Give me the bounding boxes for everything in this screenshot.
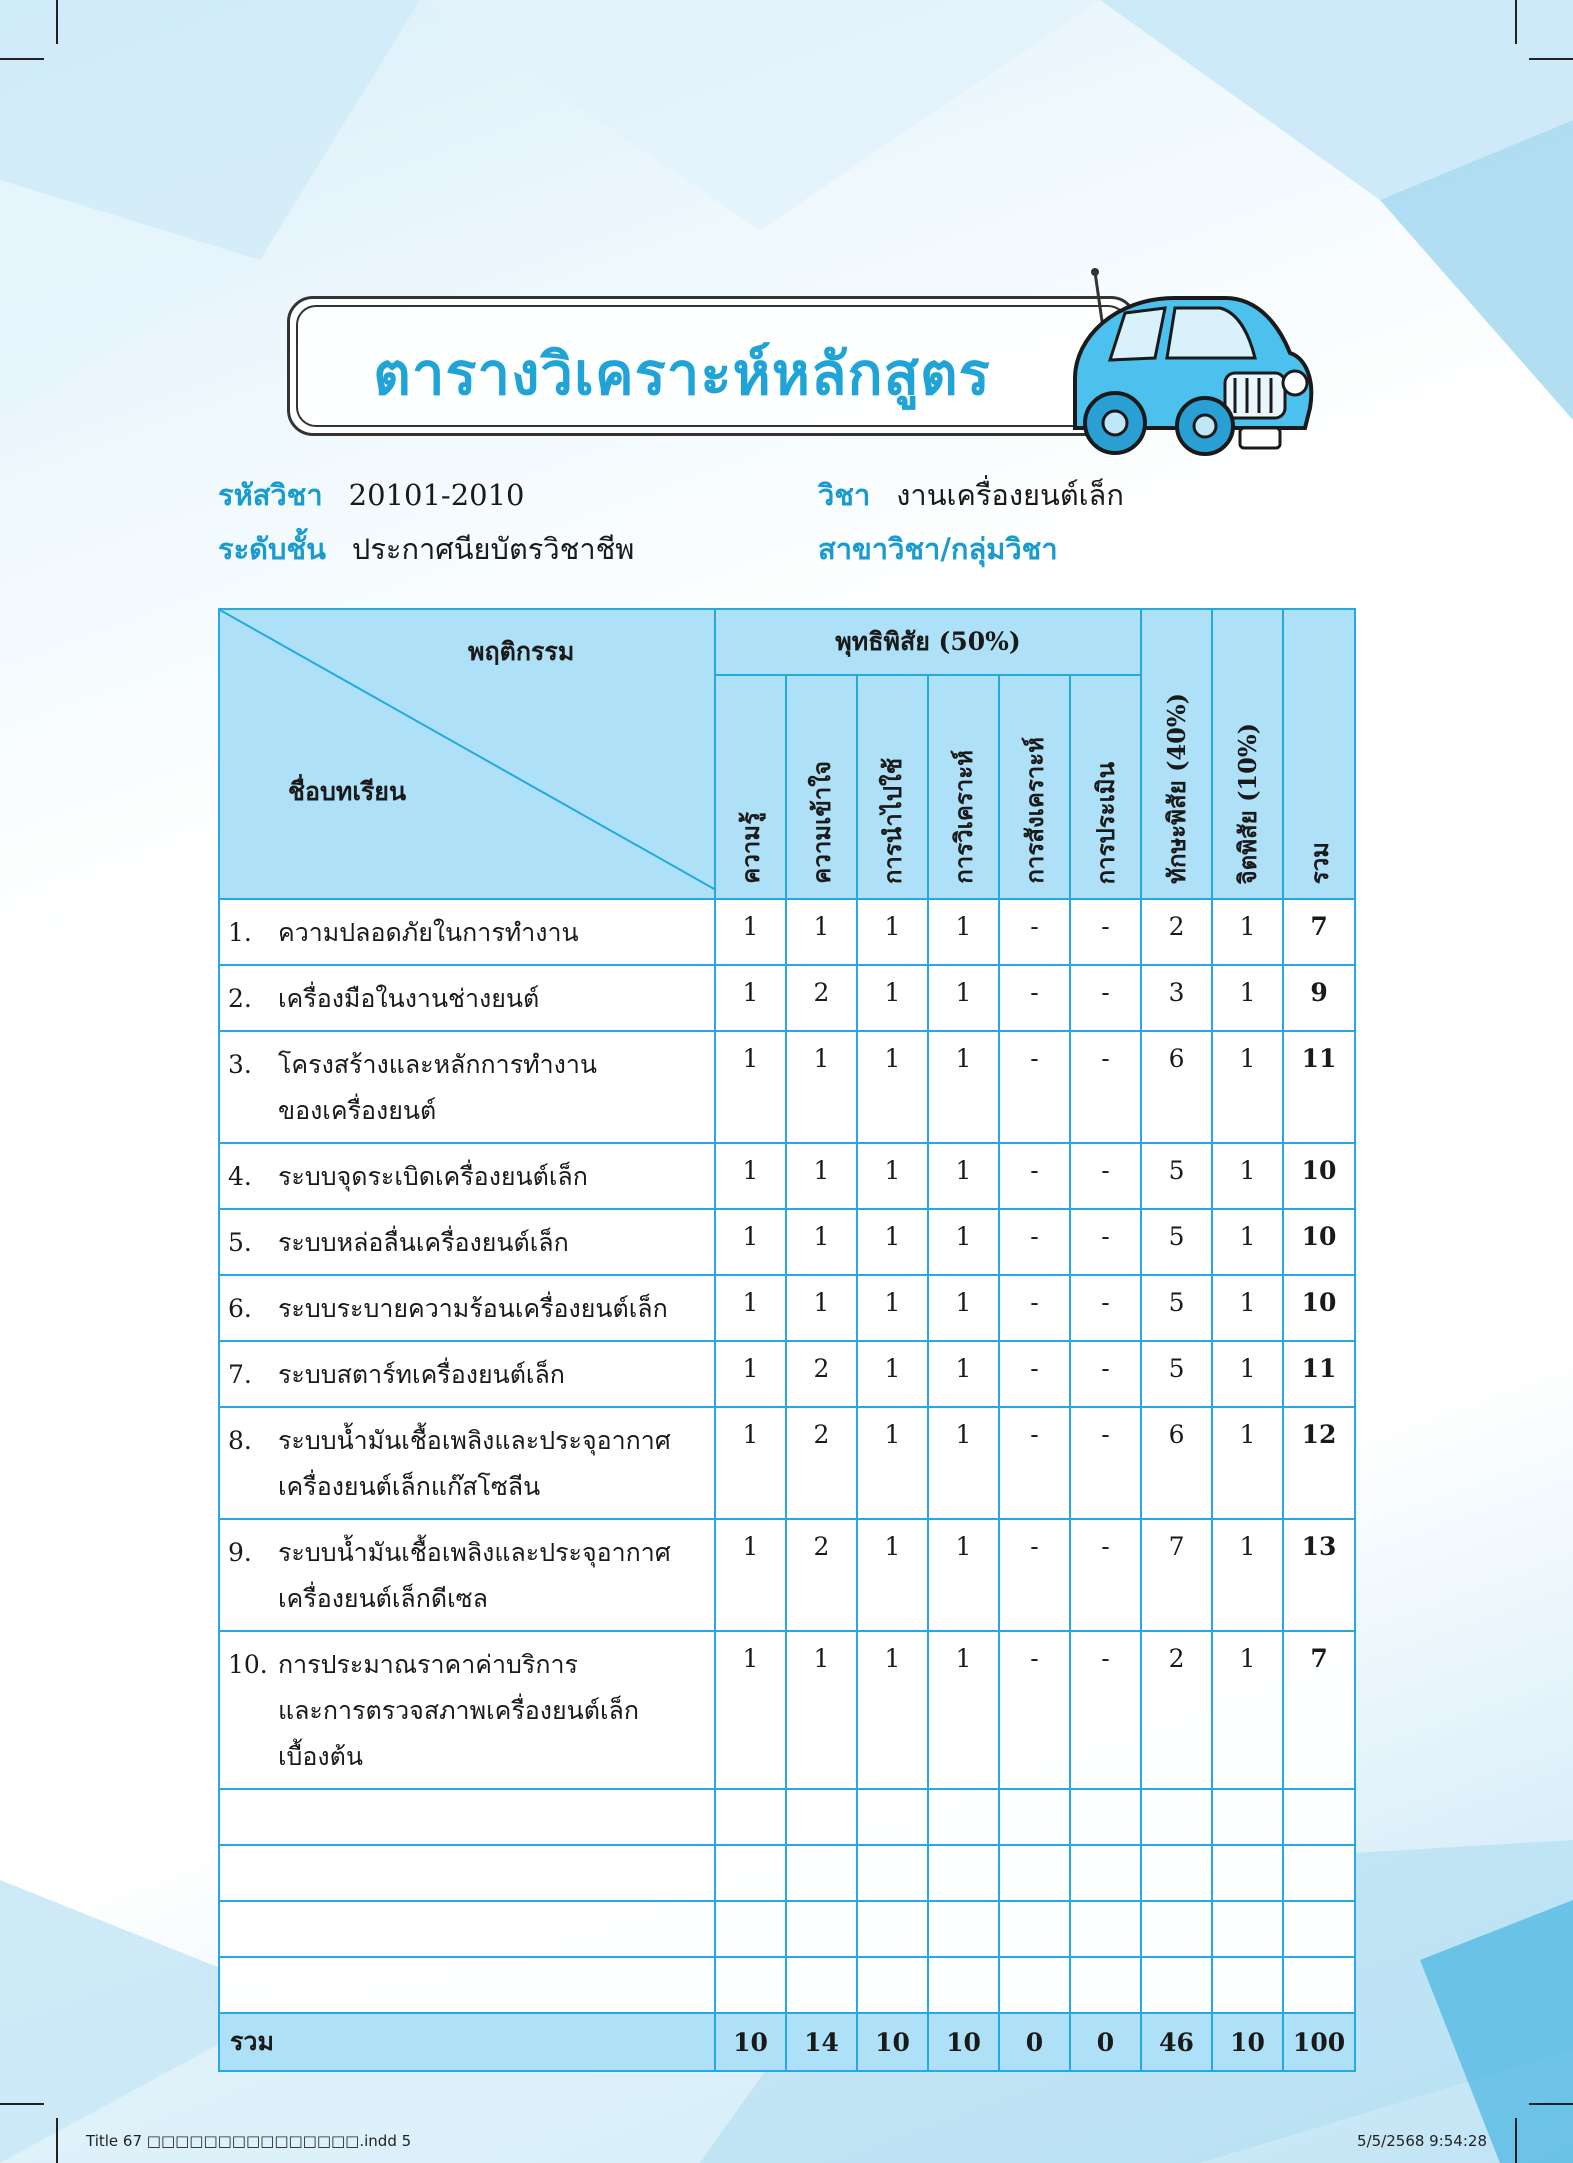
header-behavior: พฤติกรรม [468, 637, 575, 666]
cell-knowledge: 1 [715, 1275, 786, 1341]
empty-cell [857, 1789, 928, 1845]
course-subject-value: งานเครื่องยนต์เล็ก [896, 478, 1124, 512]
lesson-name [228, 1418, 708, 1510]
course-code [218, 472, 525, 518]
empty-cell [1283, 1789, 1355, 1845]
cell-affective: 1 [1212, 1341, 1283, 1407]
cell-application: 1 [857, 1031, 928, 1143]
empty-cell [999, 1789, 1070, 1845]
table-row [219, 1519, 1355, 1631]
empty-cell [786, 1957, 857, 2013]
sum-row [219, 2013, 1355, 2071]
cell-knowledge: 1 [715, 1407, 786, 1519]
cell-affective: 1 [1212, 1275, 1283, 1341]
cell-total: 12 [1283, 1407, 1355, 1519]
cell-knowledge: 1 [715, 965, 786, 1031]
empty-cell [715, 1957, 786, 2013]
lesson-number: 10. [228, 1650, 268, 1679]
lesson-number: 4. [228, 1162, 252, 1191]
header-analysis: การวิเคราะห์ [928, 675, 999, 899]
empty-cell [786, 1845, 857, 1901]
course-code-label: รหัสวิชา [218, 478, 323, 512]
lesson-number: 6. [228, 1294, 252, 1323]
lesson-title: โครงสร้างและหลักการทำงาน ของเครื่องยนต์ [278, 1050, 597, 1125]
empty-cell [715, 1901, 786, 1957]
cell-affective: 1 [1212, 1209, 1283, 1275]
lesson-number: 1. [228, 918, 252, 947]
sum-evaluation: 0 [1070, 2013, 1141, 2071]
cell-affective: 1 [1212, 1143, 1283, 1209]
lesson-name-cell [219, 1407, 715, 1519]
cell-knowledge: 1 [715, 1631, 786, 1789]
empty-cell [219, 1957, 715, 2013]
sum-knowledge: 10 [715, 2013, 786, 2071]
empty-cell [1283, 1845, 1355, 1901]
lesson-name [228, 1154, 708, 1200]
crop-mark [56, 0, 58, 44]
empty-cell [928, 1901, 999, 1957]
lesson-name-cell [219, 1341, 715, 1407]
cell-analysis: 1 [928, 899, 999, 965]
lesson-title: การประมาณราคาค่าบริการ และการตรวจสภาพเครื่องยนต์เล็ก เบื้องต้น [278, 1650, 639, 1771]
cell-affective: 1 [1212, 1407, 1283, 1519]
course-code-value: 20101-2010 [348, 478, 525, 512]
cell-synthesis: - [999, 1631, 1070, 1789]
cell-comprehension: 2 [786, 965, 857, 1031]
cell-evaluation: - [1070, 1341, 1141, 1407]
empty-row [219, 1789, 1355, 1845]
empty-cell [857, 1957, 928, 2013]
header-lesson: ชื่อบทเรียน [288, 777, 407, 806]
cell-application: 1 [857, 1519, 928, 1631]
cell-analysis: 1 [928, 965, 999, 1031]
empty-cell [1212, 1789, 1283, 1845]
empty-cell [1141, 1789, 1212, 1845]
table-row [219, 1407, 1355, 1519]
table-row [219, 1275, 1355, 1341]
cell-synthesis: - [999, 1519, 1070, 1631]
lesson-name-cell [219, 1275, 715, 1341]
cell-psychomotor: 7 [1141, 1519, 1212, 1631]
footer-timestamp: 5/5/2568 9:54:28 [1357, 2132, 1487, 2150]
cell-evaluation: - [1070, 1631, 1141, 1789]
empty-cell [1070, 1901, 1141, 1957]
empty-cell [1141, 1845, 1212, 1901]
table-row [219, 1631, 1355, 1789]
empty-cell [1141, 1901, 1212, 1957]
empty-row [219, 1901, 1355, 1957]
header-synthesis: การสังเคราะห์ [999, 675, 1070, 899]
cell-application: 1 [857, 1407, 928, 1519]
course-subject-label: วิชา [818, 478, 871, 512]
lesson-title: ระบบจุดระเบิดเครื่องยนต์เล็ก [278, 1162, 588, 1191]
lesson-title: ระบบหล่อลื่นเครื่องยนต์เล็ก [278, 1228, 569, 1257]
sum-synthesis: 0 [999, 2013, 1070, 2071]
cell-evaluation: - [1070, 1519, 1141, 1631]
empty-cell [1070, 1789, 1141, 1845]
cell-comprehension: 1 [786, 1209, 857, 1275]
cell-comprehension: 2 [786, 1341, 857, 1407]
cell-analysis: 1 [928, 1209, 999, 1275]
empty-cell [999, 1845, 1070, 1901]
cell-total: 10 [1283, 1143, 1355, 1209]
course-level-value: ประกาศนียบัตรวิชาชีพ [351, 532, 635, 566]
course-level-label: ระดับชั้น [218, 532, 326, 566]
lesson-name [228, 1530, 708, 1622]
empty-cell [786, 1789, 857, 1845]
cell-analysis: 1 [928, 1407, 999, 1519]
lesson-name [228, 1352, 708, 1398]
cell-total: 11 [1283, 1031, 1355, 1143]
lesson-number: 9. [228, 1538, 252, 1567]
empty-cell [1212, 1957, 1283, 2013]
cell-comprehension: 1 [786, 1031, 857, 1143]
empty-row [219, 1845, 1355, 1901]
empty-cell [1283, 1901, 1355, 1957]
cell-knowledge: 1 [715, 899, 786, 965]
header-psychomotor-label: ทักษะพิสัย (40%) [1162, 693, 1192, 884]
empty-cell [1141, 1957, 1212, 2013]
cell-evaluation: - [1070, 899, 1141, 965]
cell-knowledge: 1 [715, 1209, 786, 1275]
cell-total: 7 [1283, 899, 1355, 965]
cell-psychomotor: 3 [1141, 965, 1212, 1031]
cell-synthesis: - [999, 1209, 1070, 1275]
header-comprehension: ความเข้าใจ [786, 675, 857, 899]
cell-total: 10 [1283, 1209, 1355, 1275]
header-total-label: รวม [1304, 841, 1334, 884]
cell-application: 1 [857, 1143, 928, 1209]
cell-total: 11 [1283, 1341, 1355, 1407]
empty-cell [219, 1789, 715, 1845]
sum-analysis: 10 [928, 2013, 999, 2071]
empty-cell [999, 1957, 1070, 2013]
empty-cell [928, 1957, 999, 2013]
empty-cell [1212, 1901, 1283, 1957]
lesson-number: 7. [228, 1360, 252, 1389]
empty-row [219, 1957, 1355, 2013]
cell-comprehension: 2 [786, 1407, 857, 1519]
cell-affective: 1 [1212, 1631, 1283, 1789]
sum-label: รวม [219, 2013, 715, 2071]
course-level [218, 526, 634, 572]
cell-total: 7 [1283, 1631, 1355, 1789]
cell-analysis: 1 [928, 1341, 999, 1407]
empty-cell [219, 1845, 715, 1901]
lesson-number: 5. [228, 1228, 252, 1257]
title-banner [287, 296, 1137, 436]
cell-synthesis: - [999, 965, 1070, 1031]
cell-knowledge: 1 [715, 1031, 786, 1143]
lesson-name-cell [219, 1031, 715, 1143]
lesson-name [228, 910, 708, 956]
curriculum-analysis-table [218, 608, 1356, 2072]
cell-synthesis: - [999, 1407, 1070, 1519]
cell-comprehension: 1 [786, 1631, 857, 1789]
lesson-title: ระบบสตาร์ทเครื่องยนต์เล็ก [278, 1360, 565, 1389]
cell-synthesis: - [999, 1143, 1070, 1209]
table-row [219, 1031, 1355, 1143]
table-row [219, 1143, 1355, 1209]
cell-application: 1 [857, 1275, 928, 1341]
cell-comprehension: 1 [786, 1275, 857, 1341]
cell-analysis: 1 [928, 1143, 999, 1209]
empty-cell [928, 1845, 999, 1901]
cell-psychomotor: 5 [1141, 1275, 1212, 1341]
cell-application: 1 [857, 965, 928, 1031]
lesson-title: ระบบระบายความร้อนเครื่องยนต์เล็ก [278, 1294, 668, 1323]
cell-evaluation: - [1070, 1275, 1141, 1341]
lesson-name [228, 1642, 708, 1780]
empty-cell [928, 1789, 999, 1845]
empty-cell [715, 1789, 786, 1845]
crop-mark [1529, 2103, 1573, 2105]
empty-cell [1070, 1845, 1141, 1901]
cell-synthesis: - [999, 1341, 1070, 1407]
course-branch-label: สาขาวิชา/กลุ่มวิชา [818, 532, 1058, 566]
cell-application: 1 [857, 1341, 928, 1407]
crop-mark [1529, 58, 1573, 60]
cell-analysis: 1 [928, 1519, 999, 1631]
cell-psychomotor: 5 [1141, 1341, 1212, 1407]
cell-analysis: 1 [928, 1031, 999, 1143]
footer-file-info: Title 67 □□□□□□□□□□□□□□□.indd 5 [86, 2132, 412, 2150]
empty-cell [999, 1901, 1070, 1957]
header-psychomotor [1141, 609, 1212, 899]
lesson-number: 8. [228, 1426, 252, 1455]
cell-evaluation: - [1070, 1031, 1141, 1143]
cell-application: 1 [857, 1631, 928, 1789]
lesson-name-cell [219, 1631, 715, 1789]
cell-analysis: 1 [928, 1631, 999, 1789]
cell-affective: 1 [1212, 1519, 1283, 1631]
cell-evaluation: - [1070, 1143, 1141, 1209]
lesson-name-cell [219, 965, 715, 1031]
cell-comprehension: 1 [786, 899, 857, 965]
empty-cell [786, 1901, 857, 1957]
cell-knowledge: 1 [715, 1519, 786, 1631]
cell-analysis: 1 [928, 1275, 999, 1341]
lesson-name [228, 1286, 708, 1332]
lesson-name-cell [219, 1209, 715, 1275]
empty-cell [857, 1845, 928, 1901]
cell-affective: 1 [1212, 899, 1283, 965]
cell-knowledge: 1 [715, 1341, 786, 1407]
cell-affective: 1 [1212, 965, 1283, 1031]
crop-mark [0, 2103, 44, 2105]
header-application: การนำไปใช้ [857, 675, 928, 899]
lesson-number: 2. [228, 984, 252, 1013]
crop-mark [1515, 2118, 1517, 2163]
table-body [219, 899, 1355, 2071]
cell-psychomotor: 2 [1141, 1631, 1212, 1789]
cell-psychomotor: 2 [1141, 899, 1212, 965]
cell-psychomotor: 6 [1141, 1407, 1212, 1519]
page-title: ตารางวิเคราะห์หลักสูตร [373, 340, 991, 408]
cell-evaluation: - [1070, 1407, 1141, 1519]
cell-application: 1 [857, 1209, 928, 1275]
sum-application: 10 [857, 2013, 928, 2071]
sum-affective: 10 [1212, 2013, 1283, 2071]
cell-total: 10 [1283, 1275, 1355, 1341]
sum-total: 100 [1283, 2013, 1355, 2071]
lesson-name [228, 1220, 708, 1266]
lesson-name [228, 976, 708, 1022]
car-icon [1055, 268, 1315, 458]
table-row [219, 899, 1355, 965]
header-knowledge: ความรู้ [715, 675, 786, 899]
header-behavior-lesson [219, 609, 715, 899]
header-affective-label: จิตพิสัย (10%) [1233, 722, 1263, 884]
lesson-name-cell [219, 899, 715, 965]
lesson-number: 3. [228, 1050, 252, 1079]
empty-cell [1212, 1845, 1283, 1901]
cell-psychomotor: 5 [1141, 1209, 1212, 1275]
header-affective [1212, 609, 1283, 899]
course-branch [818, 526, 1058, 572]
lesson-name-cell [219, 1519, 715, 1631]
cell-comprehension: 1 [786, 1143, 857, 1209]
cell-evaluation: - [1070, 965, 1141, 1031]
cell-knowledge: 1 [715, 1143, 786, 1209]
crop-mark [0, 58, 44, 60]
crop-mark [1515, 0, 1517, 44]
header-total [1283, 609, 1355, 899]
table-row [219, 965, 1355, 1031]
table-row [219, 1341, 1355, 1407]
empty-cell [1283, 1957, 1355, 2013]
cell-comprehension: 2 [786, 1519, 857, 1631]
empty-cell [1070, 1957, 1141, 2013]
sum-comprehension: 14 [786, 2013, 857, 2071]
lesson-name [228, 1042, 708, 1134]
lesson-title: ความปลอดภัยในการทำงาน [278, 918, 579, 947]
cell-total: 13 [1283, 1519, 1355, 1631]
crop-mark [56, 2118, 58, 2163]
empty-cell [857, 1901, 928, 1957]
table-row [219, 1209, 1355, 1275]
lesson-title: เครื่องมือในงานช่างยนต์ [278, 984, 540, 1013]
cell-synthesis: - [999, 899, 1070, 965]
lesson-title: ระบบน้ำมันเชื้อเพลิงและประจุอากาศ เครื่องยนต์เล็กดีเซล [278, 1538, 671, 1613]
cell-synthesis: - [999, 1275, 1070, 1341]
cell-psychomotor: 5 [1141, 1143, 1212, 1209]
cell-synthesis: - [999, 1031, 1070, 1143]
lesson-title: ระบบน้ำมันเชื้อเพลิงและประจุอากาศ เครื่องยนต์เล็กแก๊สโซลีน [278, 1426, 671, 1501]
header-cognitive: พุทธิพิสัย (50%) [715, 609, 1141, 675]
course-subject [818, 472, 1124, 518]
cell-total: 9 [1283, 965, 1355, 1031]
empty-cell [219, 1901, 715, 1957]
header-evaluation: การประเมิน [1070, 675, 1141, 899]
cell-evaluation: - [1070, 1209, 1141, 1275]
cell-affective: 1 [1212, 1031, 1283, 1143]
cell-psychomotor: 6 [1141, 1031, 1212, 1143]
empty-cell [715, 1845, 786, 1901]
sum-psychomotor: 46 [1141, 2013, 1212, 2071]
cell-application: 1 [857, 899, 928, 965]
lesson-name-cell [219, 1143, 715, 1209]
